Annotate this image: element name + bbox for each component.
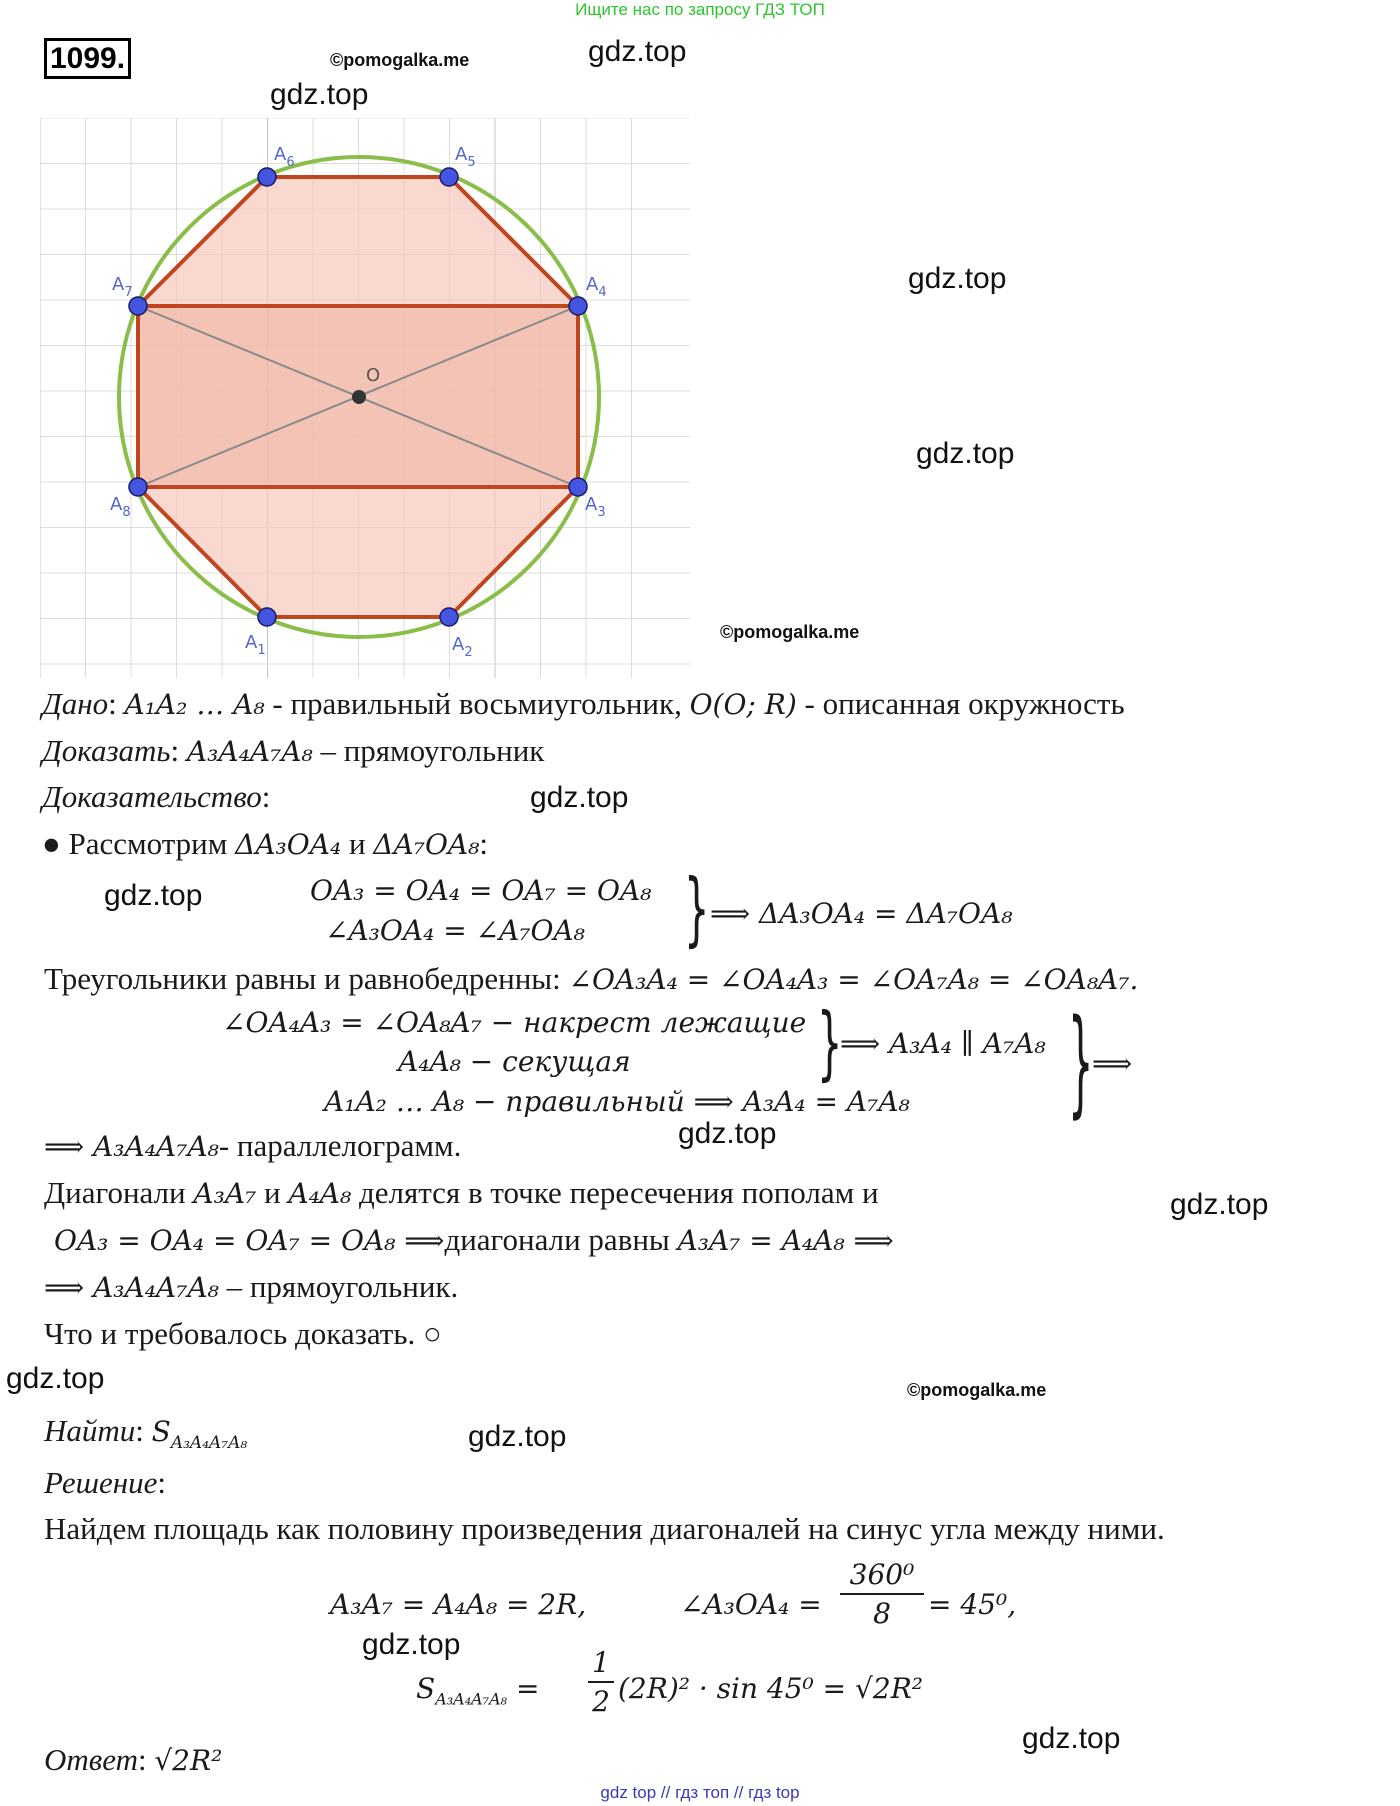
formula2-rest: (2R)² · sin 45⁰ = √2R² (618, 1672, 924, 1705)
formula1-angle: ∠A₃OA₄ = (680, 1588, 822, 1621)
watermark-gdz: gdz.top (588, 35, 687, 68)
watermark-gdz: gdz.top (678, 1117, 777, 1150)
given-polygon: A₁A₂ … A₈ (124, 688, 265, 721)
watermark-pomogalka: ©pomogalka.me (907, 1380, 1047, 1400)
formula1-denominator: 8 (873, 1597, 891, 1630)
solution-text: Найдем площадь как половину произведения диагоналей на синус угла между ними. (44, 1511, 1165, 1546)
right-brace: } (684, 864, 710, 956)
parallelogram-line: ⟹ A₃A₄A₇A₈- параллелограмм. (44, 1128, 462, 1163)
system2-line3: A₁A₂ … A₈ − правильный ⟹ A₃A₄ = A₇A₈ (324, 1085, 910, 1118)
prove-label: Доказать (42, 733, 171, 768)
given-line: Дано: A₁A₂ … A₈ - правильный восьмиугольник, O(O; R) - описанная окружность (42, 686, 1125, 721)
system1-result: ⟹ ΔA₃OA₄ = ΔA₇OA₈ (710, 897, 1013, 930)
system2-final-arrow: ⟹ (1092, 1047, 1133, 1080)
fraction-bar (588, 1681, 614, 1683)
vertex-label: $A_4$ (586, 274, 607, 300)
formula1-numerator: 360⁰ (849, 1558, 915, 1591)
given-text2: - описанная окружность (796, 686, 1125, 721)
watermark-gdz: gdz.top (104, 879, 203, 912)
given-circle: O(O; R) (689, 688, 797, 721)
system2-line2: A₄A₈ − секущая (398, 1045, 631, 1078)
prove-line: Доказать: A₃A₄A₇A₈ – прямоугольник (42, 733, 545, 768)
watermark-gdz: gdz.top (6, 1362, 105, 1395)
watermark-pomogalka: ©pomogalka.me (720, 622, 860, 642)
vertex-label: $A_6$ (274, 144, 295, 170)
vertex-label: $A_1$ (245, 632, 266, 658)
watermark-pomogalka: ©pomogalka.me (330, 50, 470, 70)
qed-line: Что и требовалось доказать. ○ (44, 1316, 442, 1351)
vertex-label: $A_8$ (110, 494, 131, 520)
system1-line1: OA₃ = OA₄ = OA₇ = OA₈ (310, 874, 652, 907)
octagon-figure (40, 118, 690, 678)
formula1-fraction (840, 1558, 924, 1630)
diagonals-line2: OA₃ = OA₄ = OA₇ = OA₈ ⟹диагонали равны A₃A₇ = A₄A₈ ⟹ (54, 1222, 894, 1257)
task-number: 1099. (44, 38, 131, 79)
watermark-gdz: gdz.top (468, 1420, 567, 1453)
vertex-point (440, 168, 458, 186)
prove-text: – прямоугольник (312, 733, 545, 768)
rectangle-line: ⟹ A₃A₄A₇A₈ – прямоугольник. (44, 1269, 459, 1304)
watermark-gdz: gdz.top (530, 781, 629, 814)
system2-result: ⟹ A₃A₄ ∥ A₇A₈ (840, 1027, 1046, 1060)
vertex-label: $A_7$ (112, 274, 133, 300)
formula2-fraction (588, 1646, 614, 1718)
answer-line: Ответ: √2R² (44, 1742, 223, 1777)
vertex-label: $A_5$ (455, 144, 476, 170)
top-banner: Ищите нас по запросу ГДЗ ТОП (575, 0, 825, 19)
watermark-gdz: gdz.top (916, 437, 1015, 470)
given-label: Дано (42, 686, 109, 721)
vertex-point (440, 608, 458, 626)
watermark-gdz: gdz.top (1022, 1722, 1121, 1755)
formula1-left: A₃A₇ = A₄A₈ = 2R, (330, 1588, 587, 1621)
center-label: O (366, 365, 381, 386)
vertex-point (569, 297, 587, 315)
right-brace: } (1068, 997, 1094, 1131)
formula1-right: = 45⁰, (928, 1588, 1017, 1621)
vertex-point (258, 168, 276, 186)
consider-line: ● Рассмотрим ΔA₃OA₄ и ΔA₇OA₈: (42, 826, 488, 861)
center-point (352, 390, 366, 404)
vertex-point (129, 478, 147, 496)
proof-label: Доказательство: (42, 779, 271, 814)
watermark-gdz: gdz.top (1170, 1188, 1269, 1221)
given-text1: - правильный восьмиугольник, (264, 686, 690, 721)
solution-label: Решение: (44, 1465, 166, 1500)
fraction-bar (840, 1593, 924, 1595)
watermark-gdz: gdz.top (908, 262, 1007, 295)
diagonals-line1: Диагонали A₃A₇ и A₄A₈ делятся в точке пересечения пополам и (44, 1175, 879, 1210)
system1-line2: ∠A₃OA₄ = ∠A₇OA₈ (325, 914, 585, 947)
formula2-numerator: 1 (592, 1646, 610, 1679)
system2-line1: ∠OA₄A₃ = ∠OA₈A₇ − накрест лежащие (222, 1006, 807, 1039)
watermark-gdz: gdz.top (270, 78, 369, 111)
footer-links[interactable]: gdz top // гдз топ // гдз top (600, 1783, 800, 1802)
find-line: Найти: $S_{A_3A_4A_7A_8}$ (44, 1413, 248, 1454)
vertex-label: $A_3$ (585, 494, 606, 520)
vertex-point (258, 608, 276, 626)
vertex-label: $A_2$ (452, 634, 473, 660)
formula2-denominator: 2 (592, 1685, 610, 1718)
prove-value: A₃A₄A₇A₈ (186, 735, 313, 768)
watermark-gdz: gdz.top (362, 1628, 461, 1661)
right-brace: } (817, 998, 843, 1090)
formula2-left: $S_{A_3A_4A_7A_8}$ = (416, 1672, 540, 1709)
triangles-equal-line: Треугольники равны и равнобедренны: ∠OA₃A₄ = ∠OA₄A₃ = ∠OA₇A₈ = ∠OA₈A₇. (44, 961, 1139, 996)
